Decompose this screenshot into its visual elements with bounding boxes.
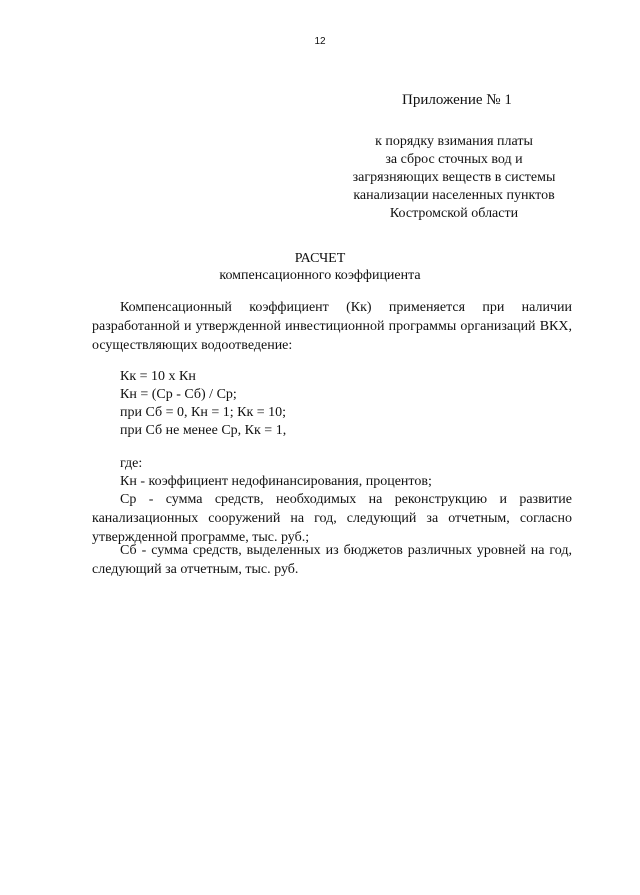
definition-sb: Сб - сумма средств, выделенных из бюджетов различных уровней на год, следующий за отчетным, тыс. руб. bbox=[92, 543, 572, 577]
appendix-reference-line: Костромской области bbox=[389, 206, 519, 221]
title-sub: компенсационного коэффициента bbox=[219, 268, 421, 283]
title-main: РАСЧЕТ bbox=[294, 251, 346, 266]
appendix-reference-line: за сброс сточных вод и bbox=[385, 152, 523, 167]
formula-line: при Сб = 0, Кн = 1; Кк = 10; bbox=[120, 405, 287, 420]
page-number: 12 bbox=[314, 36, 326, 47]
appendix-title: Приложение № 1 bbox=[402, 92, 512, 108]
definition-kn: Кн - коэффициент недофинансирования, процентов; bbox=[120, 474, 432, 489]
where-label: где: bbox=[120, 456, 143, 471]
appendix-reference-line: канализации населенных пунктов bbox=[353, 188, 555, 203]
formula-line: Кн = (Ср - Сб) / Ср; bbox=[120, 387, 237, 402]
appendix-reference bbox=[330, 133, 578, 223]
appendix-reference-line: загрязняющих веществ в системы bbox=[352, 170, 556, 185]
formula-line: Кк = 10 х Кн bbox=[120, 369, 196, 384]
document-title bbox=[0, 250, 640, 284]
appendix-reference-line: к порядку взимания платы bbox=[375, 134, 533, 149]
intro-paragraph: Компенсационный коэффициент (Кк) применяется при наличии разработанной и утвержденной инвестиционной программы организаций ВКХ, осуществляющих водоотведение: bbox=[92, 300, 572, 353]
formula-line: при Сб не менее Ср, Кк = 1, bbox=[120, 423, 287, 438]
definition-sr: Ср - сумма средств, необходимых на реконструкцию и развитие канализационных сооружений на год, следующий за отчетным, согласно утвержденной программе, тыс. руб.; bbox=[92, 492, 572, 545]
formula-block bbox=[120, 368, 286, 440]
